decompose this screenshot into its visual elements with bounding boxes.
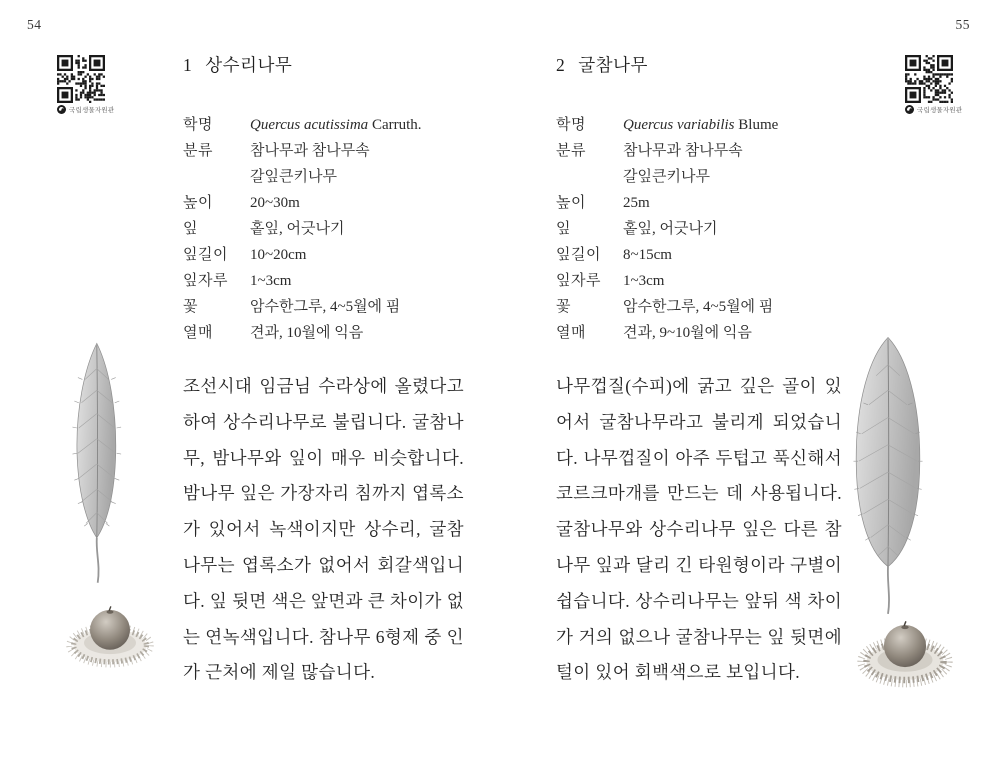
page-number: 54 [27,17,42,32]
table-row [183,242,464,268]
field-label: 잎 [183,221,198,237]
field-label: 높이 [556,195,586,211]
qr-caption [905,105,975,114]
field-label: 학명 [183,117,213,133]
field-value: 1~3cm [250,273,292,289]
qr-code-icon [57,55,105,103]
field-label: 높이 [183,195,213,211]
table-row [556,216,842,242]
qr-code-icon [905,55,953,103]
scientific-name: Quercus acutissima [250,117,369,133]
entry-title [183,52,464,77]
field-label: 잎 [556,221,571,237]
spec-table [556,112,842,346]
table-row [556,268,842,294]
field-label: 꽃 [556,299,571,315]
table-row [183,164,464,190]
entry-content [556,52,842,691]
field-label: 열매 [183,325,213,341]
table-row [556,294,842,320]
species-description: 조선시대 임금님 수라상에 올렸다고 하여 상수리나무로 불립니다. 굴참나무, 밤나무와 잎이 매우 비슷합니다. 밤나무 잎은 가장자리 침까지 엽록소가 있어서 녹색이지만 상수리, 굴참나무는 엽록소가 없어서 회갈색입니다. 잎 뒷면 색은 앞면과 큰 차이가 없는 연녹색입니다. 참나무 6형제 중 인가 근처에 제일 많습니다. [183,376,465,683]
field-label: 꽃 [183,299,198,315]
qr-caption-label: 국립생물자원관 [69,107,115,114]
table-row [556,164,842,190]
leaf-illustration [50,338,140,608]
field-value: 암수한그루, 4~5월에 핌 [623,299,774,315]
field-label: 학명 [556,117,586,133]
field-value: 참나무과 참나무속 [250,143,370,159]
table-row [556,138,842,164]
entry-number: 2 [556,55,566,75]
acorn-illustration [850,610,960,695]
table-row [556,320,842,346]
table-row [556,190,842,216]
author-name: Carruth. [368,117,422,133]
spec-table [183,112,464,346]
entry-name: 상수리나무 [205,55,293,75]
page-55 [500,0,1000,771]
field-value: 갈잎큰키나무 [250,169,337,185]
government-logo-icon [57,105,66,114]
qr-caption-label: 국립생물자원관 [917,107,963,114]
entry-title [556,52,842,77]
qr-block [57,55,117,114]
government-logo-icon [905,105,914,114]
table-row [556,242,842,268]
entry-content [183,52,464,691]
page-number: 55 [955,17,970,32]
entry-name: 굴참나무 [578,55,648,75]
table-row [183,112,464,138]
author-name: Blume [734,117,779,133]
table-row [556,112,842,138]
field-value: 참나무과 참나무속 [623,143,743,159]
qr-block [905,55,965,114]
field-label: 분류 [183,143,213,159]
acorn-illustration [57,596,163,674]
field-value: 홑잎, 어긋나기 [623,221,718,237]
field-value [250,112,464,138]
field-value: 10~20cm [250,247,307,263]
qr-caption [57,105,127,114]
field-label: 열매 [556,325,586,341]
scientific-name: Quercus variabilis [623,117,735,133]
field-label: 잎자루 [556,273,601,289]
table-row [183,138,464,164]
field-value: 암수한그루, 4~5월에 핌 [250,299,401,315]
field-value: 견과, 9~10월에 익음 [623,325,752,341]
field-label: 잎길이 [556,247,601,263]
field-label: 잎길이 [183,247,228,263]
field-value: 20~30m [250,195,300,211]
table-row [183,268,464,294]
table-row [183,190,464,216]
field-value: 8~15cm [623,247,672,263]
field-label [556,164,623,190]
field-value: 갈잎큰키나무 [623,169,710,185]
field-value: 견과, 10월에 익음 [250,325,364,341]
table-row [183,216,464,242]
leaf-illustration [838,330,938,625]
table-row [183,320,464,346]
entry-number: 1 [183,55,193,75]
field-value: 홑잎, 어긋나기 [250,221,345,237]
field-value: 25m [623,195,650,211]
field-label [183,164,250,190]
field-value [623,112,842,138]
table-row [183,294,464,320]
field-label: 잎자루 [183,273,228,289]
field-label: 분류 [556,143,586,159]
field-value: 1~3cm [623,273,665,289]
species-description: 나무껍질(수피)에 굵고 깊은 골이 있어서 굴참나무라고 불리게 되었습니다. 나무껍질이 아주 두텁고 푹신해서 코르크마개를 만드는 데 사용됩니다. 굴참나무와 상수리나무 잎은 다른 참나무 잎과 달리 긴 타원형이라 구별이 쉽습니다. 상수리나무는 앞뒤 색 차이가 거의 없으나 굴참나무는 잎 뒷면에 털이 있어 회백색으로 보입니다. [556,376,842,683]
